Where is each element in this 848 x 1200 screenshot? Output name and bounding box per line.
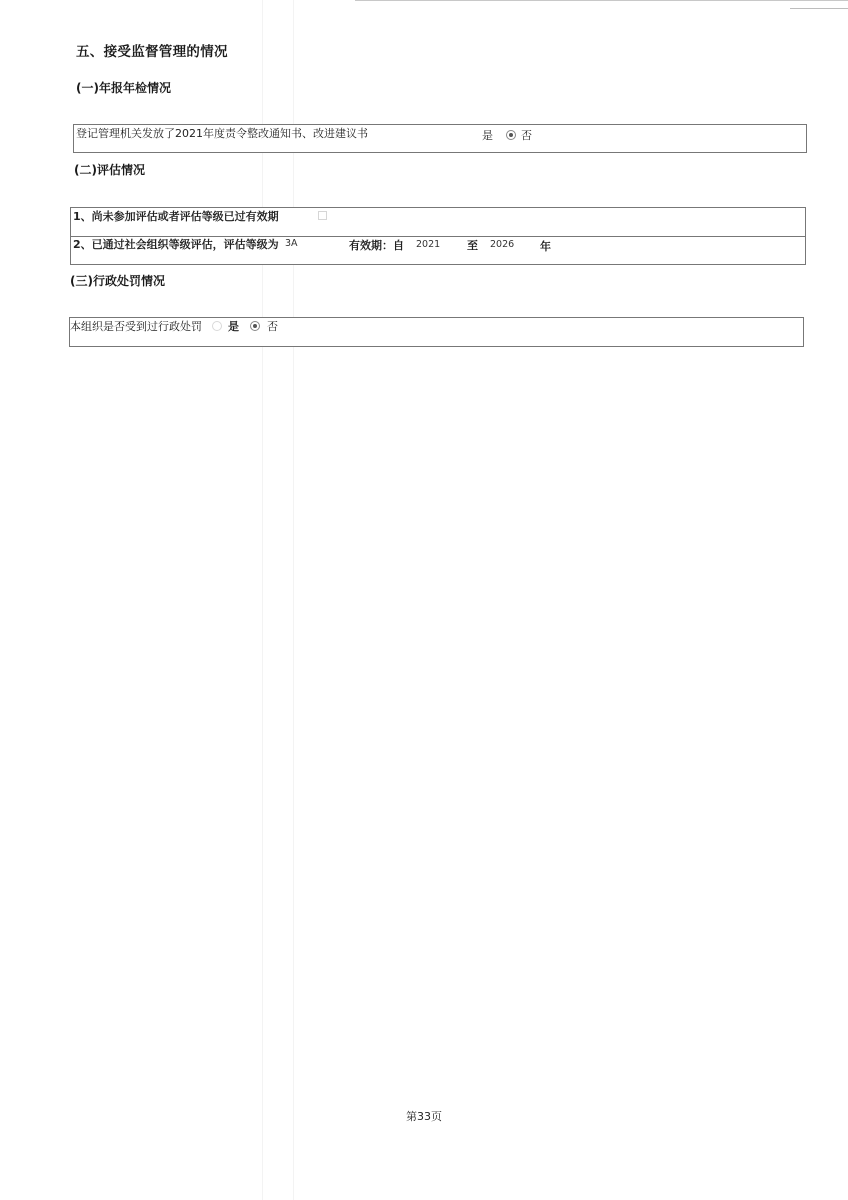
penalty-radio-no[interactable] (250, 321, 260, 331)
annual-report-question: 登记管理机关发放了2021年度责令整改通知书、改进建议书 (76, 127, 368, 140)
evaluation-row1-label: 1、尚未参加评估或者评估等级已过有效期 (73, 210, 279, 223)
penalty-radio-yes[interactable] (212, 321, 222, 331)
evaluation-to-label: 至 (467, 239, 478, 252)
scan-top-edge (355, 0, 848, 1)
annual-report-box (73, 124, 807, 153)
annual-report-heading: (一)年报年检情况 (76, 81, 171, 95)
annual-report-radio-no[interactable] (506, 130, 516, 140)
evaluation-year-unit: 年 (540, 240, 551, 253)
annual-report-option-yes[interactable] (482, 127, 493, 143)
evaluation-row2-label: 2、已通过社会组织等级评估，评估等级为 (73, 238, 279, 251)
evaluation-from-year: 2021 (416, 239, 441, 250)
penalty-option-no-label: 否 (267, 320, 278, 333)
scan-artifact-line (293, 0, 294, 1200)
scan-artifact-line (262, 0, 263, 1200)
evaluation-grade: 3A (285, 238, 298, 249)
section-title: 五、接受监督管理的情况 (76, 44, 228, 60)
evaluation-box (70, 207, 806, 265)
evaluation-to-year: 2026 (490, 239, 515, 250)
penalty-heading: (三)行政处罚情况 (70, 274, 165, 288)
penalty-box (69, 317, 804, 347)
evaluation-valid-label: 有效期：自 (349, 239, 404, 252)
scan-top-right-edge (790, 0, 848, 9)
page-number: 第33页 (406, 1110, 442, 1123)
option-no-label: 否 (521, 129, 532, 142)
option-yes-label: 是 (482, 129, 493, 142)
penalty-option-yes-label: 是 (228, 320, 239, 333)
evaluation-row1-checkbox[interactable] (318, 211, 327, 220)
evaluation-heading: (二)评估情况 (74, 163, 145, 177)
penalty-question: 本组织是否受到过行政处罚 (70, 320, 202, 333)
